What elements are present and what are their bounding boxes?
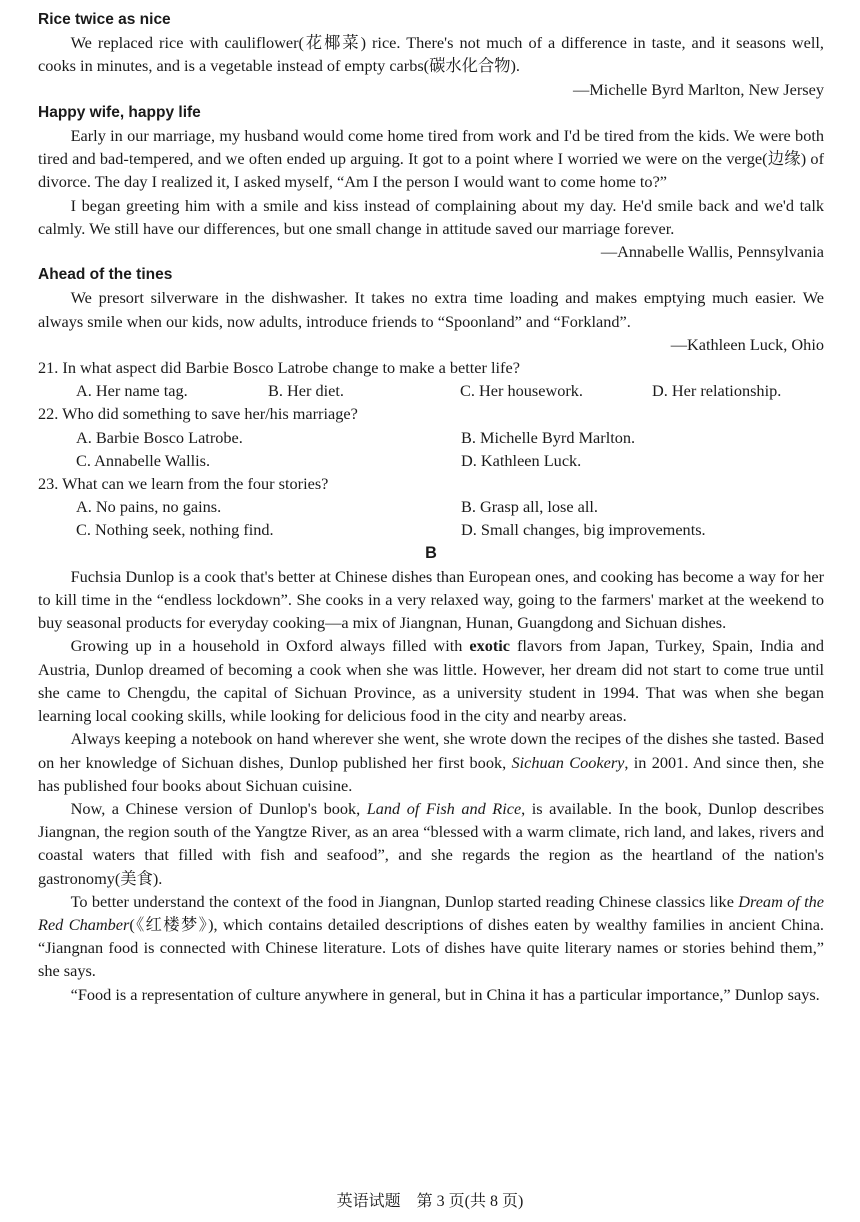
option-a: A. No pains, no gains.: [76, 497, 222, 517]
passage-paragraph: “Food is a representation of culture anywhere in general, but in China it has a particular importance,” Dunlop says.: [70, 984, 820, 1004]
book-title: Land of Fish and Rice: [366, 798, 522, 818]
story-paragraph: We presort silverware in the dishwasher. It takes no extra time loading and makes emptying much easier. We always smile when our kids, now adults, introduce friends to “Spoonland” and “Forkland”.: [38, 288, 824, 331]
text-run: To better understand the context of the food in Jiangnan, Dunlop started reading Chinese classics like: [70, 891, 739, 911]
text-run: Now, a Chinese version of Dunlop's book,: [70, 798, 367, 818]
section-label: B: [425, 543, 437, 562]
option-d: D. Small changes, big improvements.: [461, 520, 706, 540]
book-title: Sichuan Cookery: [511, 752, 625, 772]
passage-paragraph: Fuchsia Dunlop is a cook that's better at Chinese dishes than European ones, and cooking has become a way for her to kill time in the “endless lockdown”. She cooks in a very relaxed way, going to the farmers' market at the weekend to buy seasonal products for everyday cooking—a mix of Jiangnan, Hunan, Guangdong and Sichuan dishes.: [38, 566, 824, 633]
option-a: A. Barbie Bosco Latrobe.: [76, 427, 243, 447]
story-paragraph: We replaced rice with cauliflower(花椰菜) rice. There's not much of a difference in taste, and it seasons well, cooks in minutes, and is a vegetable instead of empty carbs(碳水化合物).: [38, 33, 824, 76]
story-author: —Annabelle Wallis, Pennsylvania: [600, 242, 824, 262]
story-title: Rice twice as nice: [38, 11, 171, 28]
option-c: C. Her housework.: [460, 381, 583, 401]
passage-paragraph: [38, 890, 824, 983]
question-stem: 22. Who did something to save her/his marriage?: [38, 404, 358, 424]
text-run: , is available. In the book, Dunlop describes Jiangnan, the region south of the Yangtze River, as an area “blessed with a warm climate, rich land, and lakes, rivers and coastal waters that filled with fish and seafood”, and she regards the region as the heartland of the nation's gastronomy(美食).: [38, 798, 824, 888]
option-c: C. Annabelle Wallis.: [76, 450, 211, 470]
question-options: [38, 379, 824, 402]
option-b: B. Michelle Byrd Marlton.: [461, 427, 636, 447]
option-c: C. Nothing seek, nothing find.: [76, 520, 274, 540]
question-stem: 21. In what aspect did Barbie Bosco Latrobe change to make a better life?: [38, 358, 520, 378]
passage-paragraph: [38, 634, 824, 727]
text-run: (《红楼梦》), which contains detailed descriptions of dishes eaten by wealthy families in ancient China. “Jiangnan food is connected with Chinese literature. Lots of dishes have quite literary names or stories behind them,” she says.: [38, 914, 824, 981]
exam-page: [38, 8, 824, 1006]
text-run: Growing up in a household in Oxford always filled with: [70, 636, 470, 656]
option-d: D. Kathleen Luck.: [461, 450, 582, 470]
question-options: [38, 495, 824, 541]
passage-paragraph: [38, 797, 824, 890]
story-title: Happy wife, happy life: [38, 103, 201, 121]
story-author: —Michelle Byrd Marlton, New Jersey: [573, 79, 824, 99]
text-run: , in 2001. And since then, she has published four books about Sichuan cuisine.: [38, 752, 825, 795]
question-stem: 23. What can we learn from the four stories?: [38, 474, 329, 494]
highlighted-word: exotic: [469, 636, 511, 656]
text-run: Always keeping a notebook on hand wherever she went, she wrote down the recipes of the dishes she tasted. Based on her knowledge of Sichuan dishes, Dunlop published her first book,: [38, 729, 824, 772]
option-a: A. Her name tag.: [76, 381, 188, 401]
option-b: B. Grasp all, lose all.: [461, 497, 599, 517]
story-title: Ahead of the tines: [38, 266, 173, 284]
text-run: flavors from Japan, Turkey, Spain, India and Austria, Dunlop dreamed of becoming a cook when she was little. However, her dream did not start to come true until she came to Chengdu, the capital of Sichuan Province, as a university student in 1994. That was when she began learning local cooking skills, while looking for delicious food in the city and nearby areas.: [38, 636, 824, 726]
question-options: [38, 426, 824, 472]
option-b: B. Her diet.: [268, 381, 344, 401]
story-author: —Kathleen Luck, Ohio: [670, 334, 824, 354]
option-d: D. Her relationship.: [652, 381, 782, 401]
passage-paragraph: [38, 727, 824, 797]
page-footer: 英语试题 第 3 页(共 8 页): [336, 1193, 524, 1210]
story-paragraph: Early in our marriage, my husband would come home tired from work and I'd be tired from the kids. We were both tired and bad-tempered, and we often ended up arguing. It got to a point where I worried we were on the verge(边缘) of divorce. The day I realized it, I asked myself, “Am I the person I would want to come home to?”: [38, 126, 824, 192]
book-title: Dream of the Red Chamber: [38, 891, 824, 934]
story-paragraph: I began greeting him with a smile and kiss instead of complaining about my day. He'd smile back and we'd talk calmly. We still have our differences, but one small change in attitude saved our marriage forever.: [38, 195, 824, 238]
